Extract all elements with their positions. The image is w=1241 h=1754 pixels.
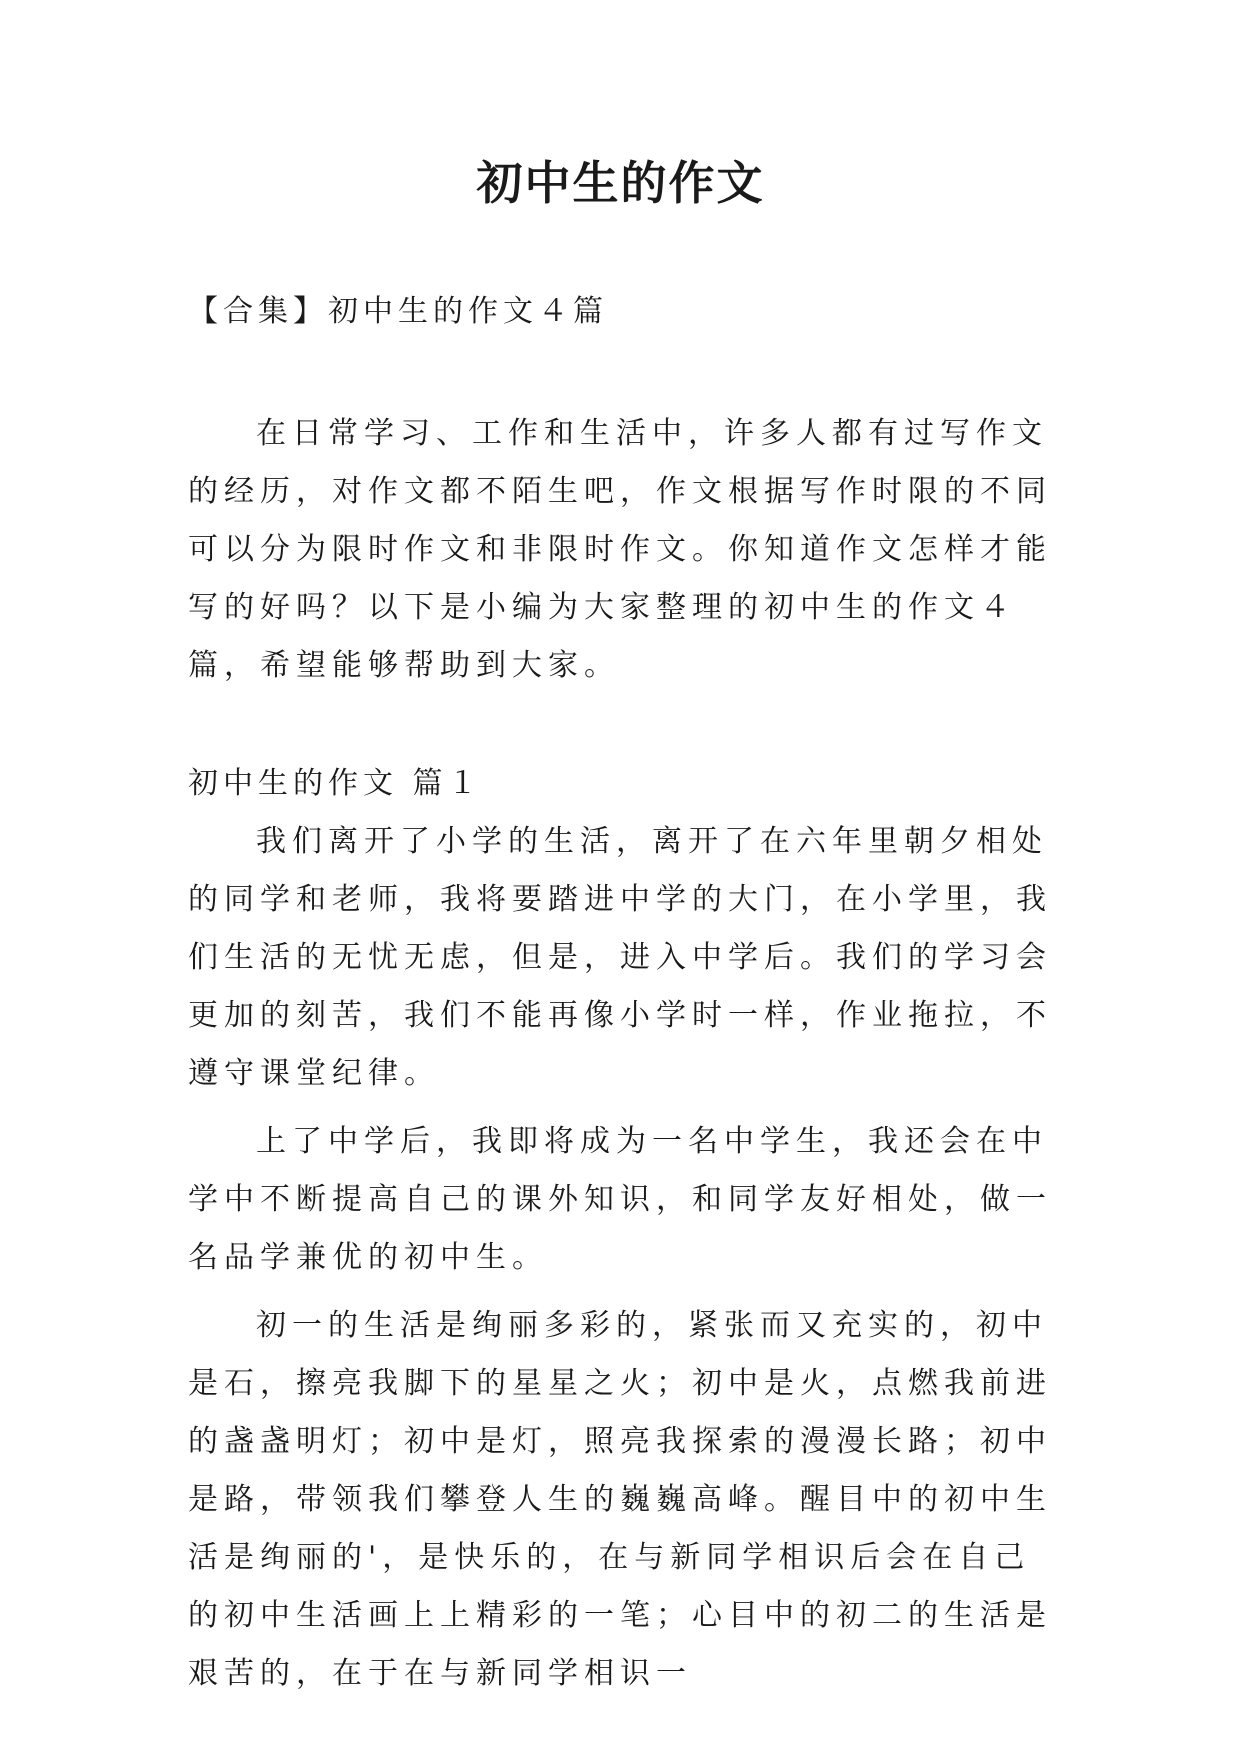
section-heading: 初中生的作文 篇１	[188, 766, 483, 801]
body-paragraph: 初一的生活是绚丽多彩的，紧张而又充实的，初中是石，擦亮我脚下的星星之火；初中是火，点燃我前进的盏盏明灯；初中是灯，照亮我探索的漫漫长路；初中是路，带领我们攀登人生的巍巍高峰。醒目中的初中生活是绚丽的'，是快乐的，在与新同学相识后会在自己的初中生活画上上精彩的一笔；心目中的初二的生活是艰苦的，在于在与新同学相识一	[188, 1308, 1052, 1691]
body-paragraph: 我们离开了小学的生活，离开了在六年里朝夕相处的同学和老师，我将要踏进中学的大门，在小学里，我们生活的无忧无虑，但是，进入中学后。我们的学习会更加的刻苦，我们不能再像小学时一样，作业拖拉，不遵守课堂纪律。	[188, 824, 1052, 1091]
intro-paragraph: 在日常学习、工作和生活中，许多人都有过写作文的经历，对作文都不陌生吧，作文根据写作时限的不同可以分为限时作文和非限时作文。你知道作文怎样才能写的好吗？以下是小编为大家整理的初中生的作文４篇，希望能够帮助到大家。	[188, 416, 1052, 683]
document-title: 初中生的作文	[476, 156, 765, 210]
essay-section-1	[188, 755, 1058, 1713]
document-subtitle: 【合集】初中生的作文４篇	[188, 294, 608, 329]
body-paragraph: 上了中学后，我即将成为一名中学生，我还会在中学中不断提高自己的课外知识，和同学友好相处，做一名品学兼优的初中生。	[188, 1124, 1052, 1275]
